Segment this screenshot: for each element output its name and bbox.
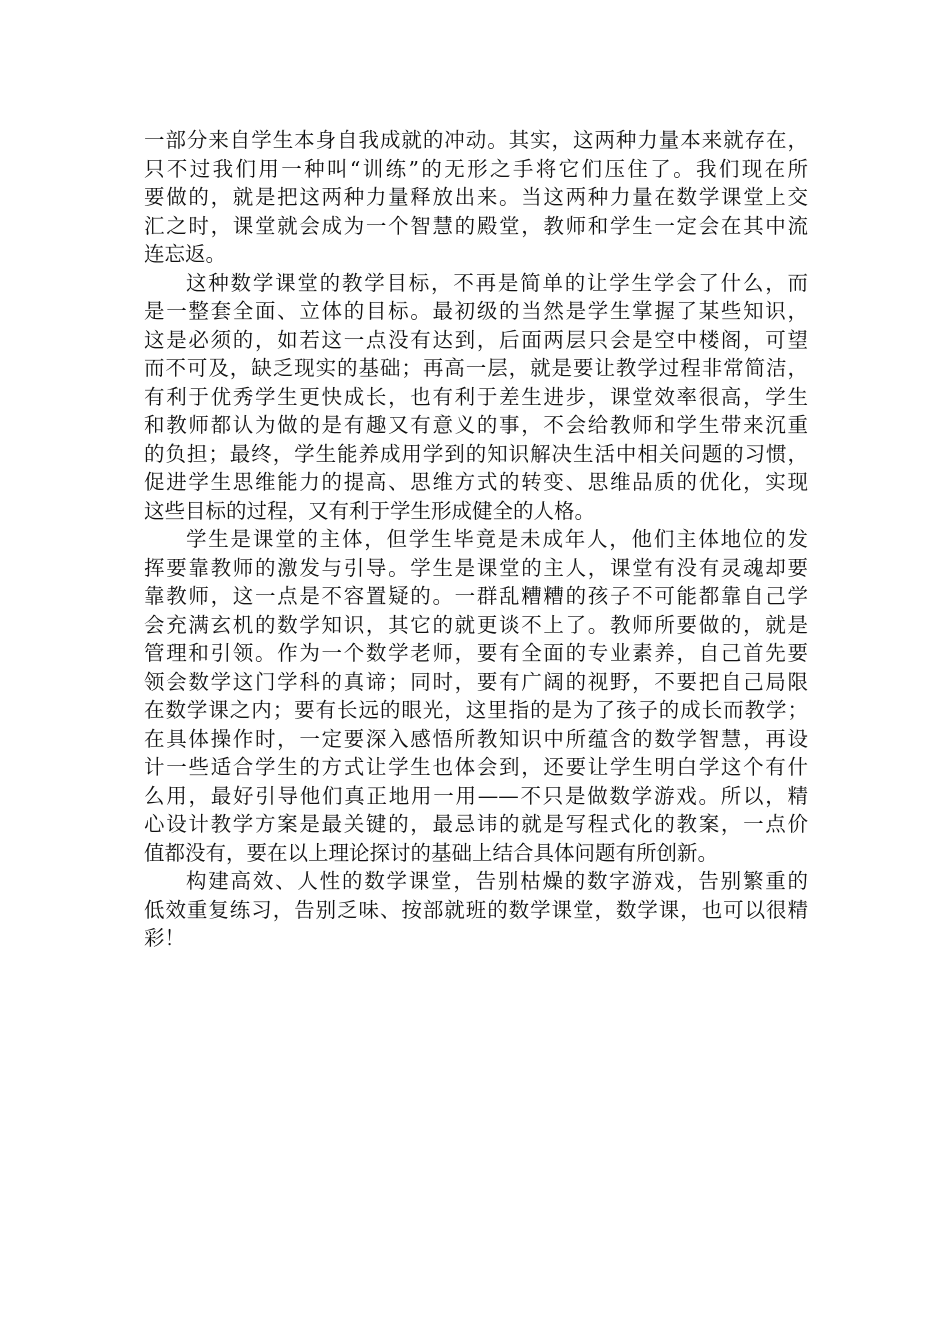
text-line: 促进学生思维能力的提高、思维方式的转变、思维品质的优化，实现	[144, 470, 808, 494]
text-line: 在数学课之内；要有长远的眼光，这里指的是为了孩子的成长而教学；	[144, 698, 808, 722]
text-line: 心设计教学方案是最关键的，最忌讳的就是写程式化的教案，一点价	[144, 812, 808, 836]
paragraph-4	[144, 867, 808, 953]
text-line: 学生是课堂的主体，但学生毕竟是未成年人，他们主体地位的发	[186, 527, 808, 551]
text-line: 靠教师，这一点是不容置疑的。一群乱糟糟的孩子不可能都靠自己学	[144, 584, 808, 608]
text-line: 值都没有，要在以上理论探讨的基础上结合具体问题有所创新。	[144, 840, 718, 865]
text-line: 是一整套全面、立体的目标。最初级的当然是学生掌握了某些知识，	[144, 299, 808, 323]
text-line: 计一些适合学生的方式让学生也体会到，还要让学生明白学这个有什	[144, 755, 808, 779]
text-line: 和教师都认为做的是有趣又有意义的事，不会给教师和学生带来沉重	[144, 413, 808, 437]
text-line: 这是必须的，如若这一点没有达到，后面两层只会是空中楼阁，可望	[144, 327, 808, 352]
document-body	[144, 126, 808, 953]
text-line: 要做的，就是把这两种力量释放出来。当这两种力量在数学课堂上交	[144, 185, 808, 209]
text-line: 低效重复练习，告别乏味、按部就班的数学课堂，数学课，也可以很精	[144, 897, 808, 922]
text-line: 这些目标的过程，又有利于学生形成健全的人格。	[144, 498, 595, 523]
text-line: 构建高效、人性的数学课堂，告别枯燥的数字游戏，告别繁重的	[186, 869, 808, 893]
paragraph-1	[144, 126, 808, 269]
text-line: 而不可及，缺乏现实的基础；再高一层，就是要让教学过程非常简洁，	[144, 356, 808, 380]
text-line: 管理和引领。作为一个数学老师，要有全面的专业素养，自己首先要	[144, 641, 808, 665]
text-line: 彩！	[144, 926, 185, 950]
text-line: 连忘返。	[144, 242, 226, 266]
text-line: 这种数学课堂的教学目标，不再是简单的让学生学会了什么，而	[186, 270, 808, 295]
text-line: 一部分来自学生本身自我成就的冲动。其实，这两种力量本来就存在，	[144, 128, 808, 152]
text-line: 只不过我们用一种叫“训练”的无形之手将它们压住了。我们现在所	[144, 156, 808, 181]
text-line: 有利于优秀学生更快成长，也有利于差生进步，课堂效率很高，学生	[144, 384, 808, 409]
paragraph-2	[144, 269, 808, 526]
paragraph-3	[144, 525, 808, 867]
text-line: 会充满玄机的数学知识，其它的就更谈不上了。教师所要做的，就是	[144, 612, 808, 637]
text-line: 么用，最好引导他们真正地用一用——不只是做数学游戏。所以，精	[144, 783, 808, 808]
text-line: 领会数学这门学科的真谛；同时，要有广阔的视野，不要把自己局限	[144, 669, 808, 694]
text-line: 挥要靠教师的激发与引导。学生是课堂的主人，课堂有没有灵魂却要	[144, 555, 808, 580]
text-line: 在具体操作时，一定要深入感悟所教知识中所蕴含的数学智慧，再设	[144, 726, 808, 751]
text-line: 的负担；最终，学生能养成用学到的知识解决生活中相关问题的习惯，	[144, 441, 808, 466]
text-line: 汇之时，课堂就会成为一个智慧的殿堂，教师和学生一定会在其中流	[144, 213, 808, 238]
